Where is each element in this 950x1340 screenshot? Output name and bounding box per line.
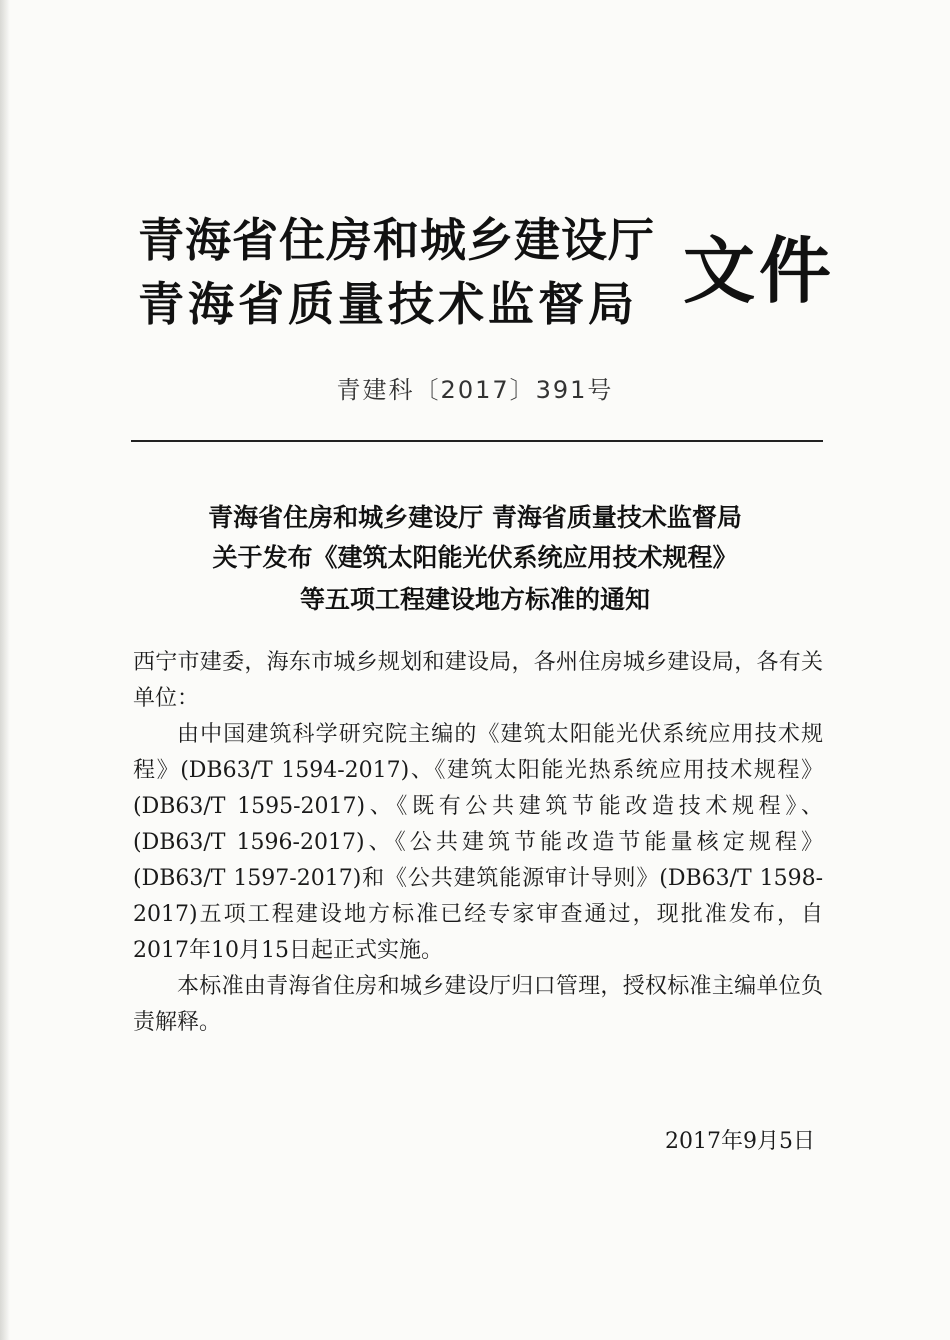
scan-edge-shadow [0,0,10,1340]
document-label: 文件 [683,229,836,313]
notice-body [133,645,823,1041]
notice-title-line-3: 等五项工程建设地方标准的通知 [299,585,650,614]
header-divider [131,440,823,442]
document-number: 青建科〔2017〕391号 [336,376,614,404]
notice-title-line-2: 关于发布《建筑太阳能光伏系统应用技术规程》 [212,543,738,572]
issuing-org-2: 青海省质量技术监督局 [138,277,638,331]
body-paragraph-2: 本标准由青海省住房和城乡建设厅归口管理，授权标准主编单位负责解释。 [133,974,823,1035]
issuing-authorities-header [138,212,838,342]
issuing-org-1: 青海省住房和城乡建设厅 [138,213,655,267]
issue-date: 2017年9月5日 [665,1129,815,1154]
body-paragraph-1: 由中国建筑科学研究院主编的《建筑太阳能光伏系统应用技术规程》(DB63/T 1594-2017)、《建筑太阳能光热系统应用技术规程》(DB63/T 1595-2017)、《既有公共建筑节能改造技术规程》、(DB63/T 1596-2017)、《公共建筑节能改造节能量核定规程》(DB63/T 1597-2017)和《公共建筑能源审计导则》(DB63/T 1598-2017)五项工程建设地方标准已经专家审查通过，现批准发布，自2017年10月15日起正式实施。 [133,722,823,963]
addressee: 西宁市建委，海东市城乡规划和建设局，各州住房城乡建设局，各有关单位： [133,650,823,711]
notice-title-line-1: 青海省住房和城乡建设厅 青海省质量技术监督局 [208,503,742,532]
